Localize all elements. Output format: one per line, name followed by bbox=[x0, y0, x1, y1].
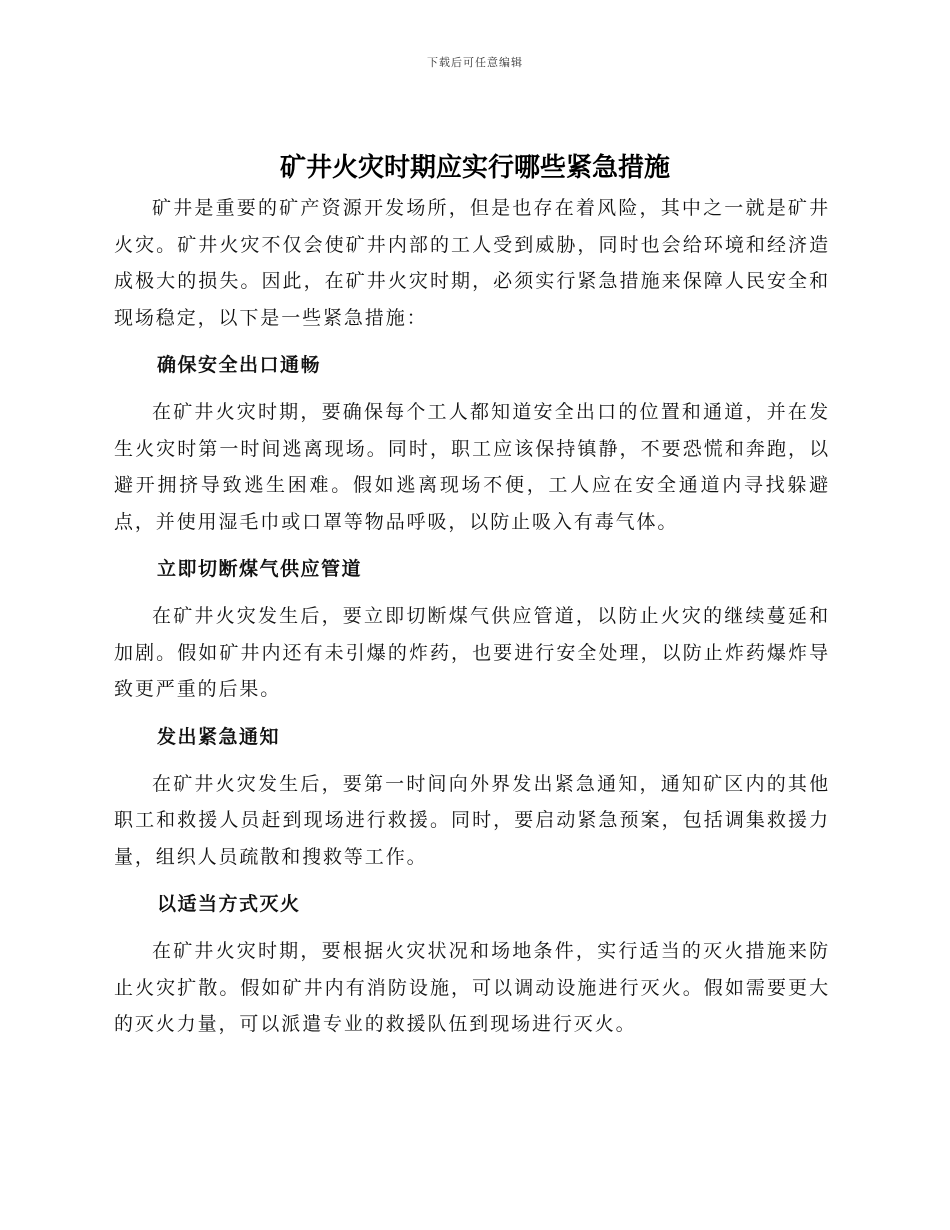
section-emergency-notice bbox=[114, 722, 830, 876]
section-heading: 以适当方式灭火 bbox=[157, 893, 301, 915]
section-paragraph: 在矿井火灾发生后，要立即切断煤气供应管道，以防止火灾的继续蔓延和加剧。假如矿井内还有未引爆的炸药，也要进行安全处理，以防止炸药爆炸导致更严重的后果。 bbox=[114, 605, 830, 700]
section-safe-exits bbox=[114, 350, 830, 540]
section-paragraph: 在矿井火灾发生后，要第一时间向外界发出紧急通知，通知矿区内的其他职工和救援人员赶到现场进行救援。同时，要启动紧急预案，包括调集救援力量，组织人员疏散和搜救等工作。 bbox=[114, 772, 830, 868]
section-heading: 立即切断煤气供应管道 bbox=[157, 558, 363, 580]
document-body bbox=[114, 190, 830, 1043]
section-extinguish-fire bbox=[114, 889, 830, 1043]
intro-paragraph: 矿井是重要的矿产资源开发场所，但是也存在着风险，其中之一就是矿井火灾。矿井火灾不仅会使矿井内部的工人受到威胁，同时也会给环境和经济造成极大的损失。因此，在矿井火灾时期，必须实行紧急措施来保障人民安全和现场稳定，以下是一些紧急措施： bbox=[114, 197, 830, 329]
section-paragraph: 在矿井火灾时期，要确保每个工人都知道安全出口的位置和通道，并在发生火灾时第一时间逃离现场。同时，职工应该保持镇静，不要恐慌和奔跑，以避开拥挤导致逃生困难。假如逃离现场不便，工人应在安全通道内寻找躲避点，并使用湿毛巾或口罩等物品呼吸，以防止吸入有毒气体。 bbox=[114, 401, 830, 533]
section-paragraph: 在矿井火灾时期，要根据火灾状况和场地条件，实行适当的灭火措施来防止火灾扩散。假如矿井内有消防设施，可以调动设施进行灭火。假如需要更大的灭火力量，可以派遣专业的救援队伍到现场进行灭火。 bbox=[114, 940, 830, 1035]
page-header-note: 下载后可任意编辑 bbox=[427, 56, 523, 69]
section-heading: 发出紧急通知 bbox=[157, 725, 281, 748]
document-title: 矿井火灾时期应实行哪些紧急措施 bbox=[279, 153, 670, 183]
section-heading: 确保安全出口通畅 bbox=[157, 354, 322, 376]
section-cut-gas-supply bbox=[114, 554, 830, 708]
